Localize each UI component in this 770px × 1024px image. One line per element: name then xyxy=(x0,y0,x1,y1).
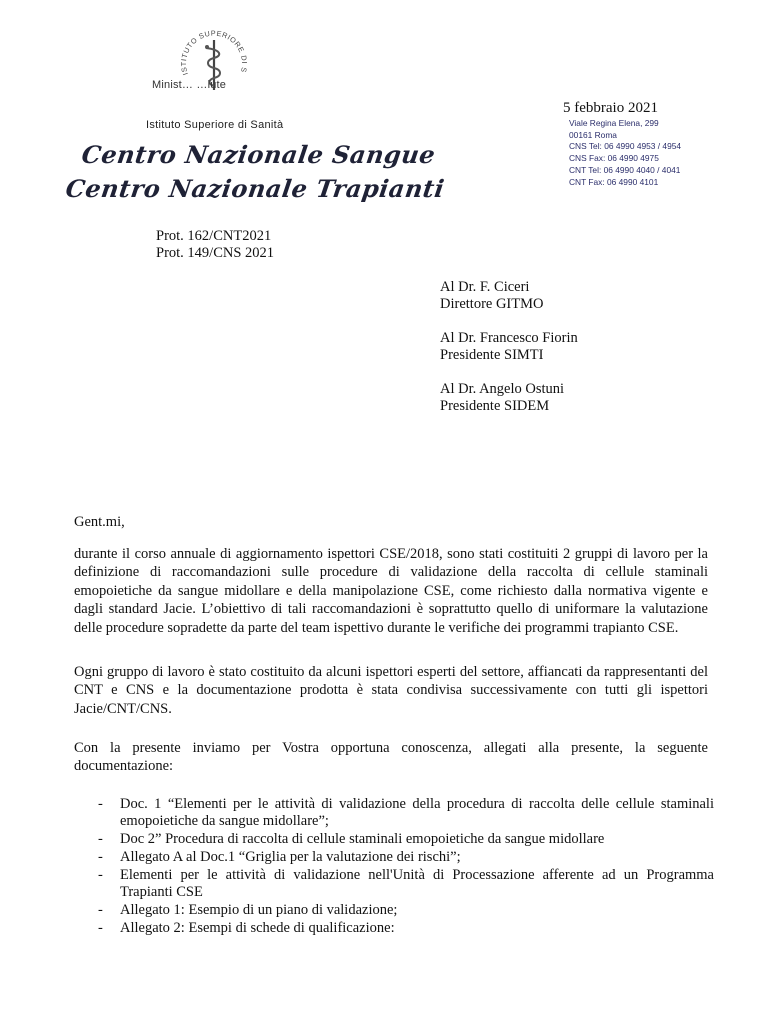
svg-text:ISTITUTO SUPERIORE DI SANITÀ xyxy=(176,30,249,76)
body-paragraph: Ogni gruppo di lavoro è stato costituito da alcuni ispettori esperti del settore, affiancati da rappresentanti del CNT e CNS e la documentazione prodotta è stata condivisa successivamente con tutti gli ispettori Jacie/CNT/CNS. xyxy=(74,664,708,717)
list-bullet: - xyxy=(98,867,103,883)
list-item-text: Allegato A al Doc.1 “Griglia per la valutazione dei rischi”; xyxy=(120,849,461,865)
list-item-text: Doc. 1 “Elementi per le attività di validazione della procedura di raccolta delle cellule staminali emopoietiche da sangue midollare”; xyxy=(120,796,714,829)
list-item xyxy=(94,920,714,937)
cns-title: Centro Nazionale Sangue xyxy=(79,140,438,169)
list-item xyxy=(94,831,714,848)
list-bullet: - xyxy=(98,831,103,847)
seal-text: ISTITUTO SUPERIORE DI S xyxy=(178,30,250,77)
recipient-name: Al Dr. Francesco Fiorin xyxy=(440,330,578,346)
protocol-line: Prot. 162/CNT2021 xyxy=(156,228,272,244)
cnt-title: Centro Nazionale Trapianti xyxy=(63,174,447,203)
protocol-line: Prot. 149/CNS 2021 xyxy=(156,245,275,261)
ministry-label xyxy=(152,79,272,91)
recipient-role: Direttore GITMO xyxy=(440,296,544,312)
recipient xyxy=(440,279,543,313)
recipient-name: Al Dr. Angelo Ostuni xyxy=(440,381,565,397)
recipient xyxy=(440,381,564,415)
list-bullet: - xyxy=(98,902,103,918)
list-bullet: - xyxy=(98,849,103,865)
list-bullet: - xyxy=(98,920,103,936)
institute-name: Istituto Superiore di Sanità xyxy=(146,119,284,131)
recipient xyxy=(440,330,578,364)
cnt-fax: CNT Fax: 06 4990 4101 xyxy=(569,176,659,187)
protocol-block xyxy=(156,228,274,262)
list-item xyxy=(94,902,714,919)
list-item-text: Allegato 2: Esempi di schede di qualificazione: xyxy=(120,920,395,936)
list-bullet: - xyxy=(98,796,103,812)
cns-phone: CNS Tel: 06 4990 4953 / 4954 xyxy=(569,141,682,152)
address-block xyxy=(569,118,681,188)
list-item-text: Allegato 1: Esempio di un piano di validazione; xyxy=(120,902,398,918)
cns-fax: CNS Fax: 06 4990 4975 xyxy=(569,153,659,164)
address-city: 00161 Roma xyxy=(569,129,617,140)
address-street: Viale Regina Elena, 299 xyxy=(569,118,659,128)
body-paragraph: Con la presente inviamo per Vostra opportuna conoscenza, allegati alla presente, la seguente documentazione: xyxy=(74,740,708,775)
body-paragraph: durante il corso annuale di aggiornamento ispettori CSE/2018, sono stati costituiti 2 gruppi di lavoro per la definizione di raccomandazioni sulle procedure di validazione della raccolta di cellule staminali emopoietiche da sangue midollare e della manipolazione CSE, come richiesto dalla normativa vigente e dagli standard Jacie. L’obiettivo di tali raccomandazioni è soprattutto quello di uniformare la valutazione delle procedure sopradette da parte del team ispettivo durante le verifiche dei programmi trapianto CSE. xyxy=(74,546,708,636)
cnt-phone: CNT Tel: 06 4990 4040 / 4041 xyxy=(569,164,681,175)
list-item-text: Elementi per le attività di validazione nell'Unità di Processazione afferente ad un Programma Trapianti CSE xyxy=(120,867,714,900)
recipient-role: Presidente SIMTI xyxy=(440,347,544,363)
attachments-list xyxy=(94,796,714,938)
letter-date: 5 febbraio 2021 xyxy=(563,100,658,116)
recipient-name: Al Dr. F. Ciceri xyxy=(440,279,530,295)
recipient-role: Presidente SIDEM xyxy=(440,398,550,414)
list-item-text: Doc 2” Procedura di raccolta di cellule staminali emopoietiche da sangue midollare xyxy=(120,831,605,847)
ministry-text: Minist… …lute xyxy=(152,79,227,91)
list-item xyxy=(94,796,714,830)
list-item xyxy=(94,867,714,901)
greeting: Gent.mi, xyxy=(74,514,125,530)
list-item xyxy=(94,849,714,866)
